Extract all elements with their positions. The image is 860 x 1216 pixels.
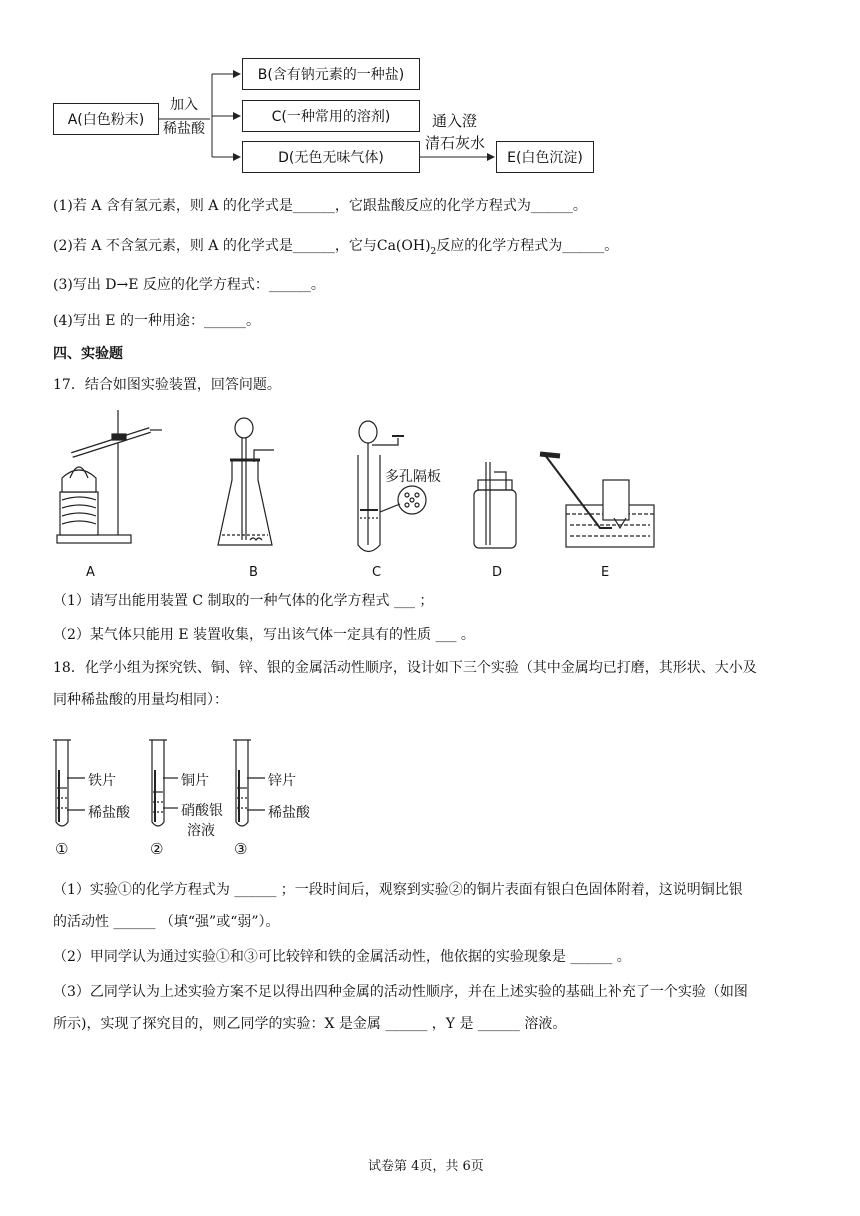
q17-stem: 17．结合如图实验装置，回答问题。: [53, 377, 281, 393]
test-tubes-figure: [0, 730, 860, 840]
apparatus-label-d: D: [492, 565, 503, 580]
tube3-solution-label: 稀盐酸: [268, 805, 310, 821]
box-d: D(无色无味气体): [242, 141, 420, 173]
q16-part2-text-b: 反应的化学方程式为______。: [436, 238, 619, 254]
q18-part2: （2）甲同学认为通过实验①和③可比较锌和铁的金属活动性，他依据的实验现象是 ______ 。: [53, 949, 631, 965]
apparatus-label-e: E: [601, 565, 610, 580]
q17-part2: （2）某气体只能用 E 装置收集，写出该气体一定具有的性质 ___ 。: [53, 627, 475, 643]
page-footer: 试卷第 4页，共 6页: [368, 1159, 484, 1174]
tube-3: [233, 740, 265, 826]
porous-plate-label: 多孔隔板: [385, 469, 441, 485]
q16-part2-subscript: 2: [430, 246, 437, 257]
q18-part1-line2: 的活动性 ______ （填“强”或“弱”）。: [53, 914, 280, 930]
q16-part1: (1)若 A 含有氢元素，则 A 的化学式是______，它跟盐酸反应的化学方程式为______。: [53, 198, 587, 214]
apparatus-d: [474, 462, 516, 548]
tube-1: [53, 740, 85, 826]
apparatus-label-c: C: [372, 565, 382, 580]
q18-part3-line2: 所示)，实现了探究目的，则乙同学的实验：X 是金属 ______ ，Y 是 ______ 溶液。: [53, 1016, 567, 1032]
section-heading: 四、实验题: [53, 346, 123, 362]
arrow1-label-bottom: 稀盐酸: [163, 121, 205, 137]
q16-part2-text-a: (2)若 A 不含氢元素，则 A 的化学式是______，它与: [53, 238, 377, 254]
apparatus-c: [358, 421, 426, 552]
apparatus-b: [218, 418, 274, 545]
tube-2: [149, 740, 178, 826]
q18-part3-line1: （3）乙同学认为上述实验方案不足以得出四种金属的活动性顺序，并在上述实验的基础上补充了一个实验（如图: [53, 984, 748, 1000]
tube2-solution-label-1: 硝酸银: [181, 803, 223, 819]
q16-part3: (3)写出 D→E 反应的化学方程式：______。: [53, 277, 325, 293]
apparatus-label-b: B: [249, 565, 258, 580]
box-b: B(含有钠元素的一种盐): [242, 58, 420, 90]
q16-part4: (4)写出 E 的一种用途：______。: [53, 313, 260, 329]
arrow2-label-bottom: 清石灰水: [425, 134, 486, 152]
arrow1-label-top: 加入: [170, 97, 198, 113]
tube2-number: ②: [150, 840, 164, 858]
tube3-metal-label: 锌片: [268, 773, 296, 789]
tube2-metal-label: 铜片: [181, 773, 209, 789]
tube2-solution-label-2: 溶液: [187, 823, 215, 839]
tube1-metal-label: 铁片: [88, 773, 116, 789]
q16-part2-formula: Ca(OH): [376, 238, 431, 254]
arrow2-label-top: 通入澄: [432, 112, 478, 130]
q18-stem-line1: 18．化学小组为探究铁、铜、锌、银的金属活动性顺序，设计如下三个实验（其中金属均已打磨，其形状、大小及: [53, 660, 757, 676]
tube3-number: ③: [234, 840, 248, 858]
q18-stem-line2: 同种稀盐酸的用量均相同）：: [53, 692, 228, 708]
apparatus-a: [57, 410, 162, 543]
box-e: E(白色沉淀): [496, 141, 594, 173]
apparatus-label-a: A: [86, 565, 95, 580]
apparatus-e: [540, 454, 654, 547]
q18-part1-line1: （1）实验①的化学方程式为 ______ ；一段时间后，观察到实验②的铜片表面有银白色固体附着，这说明铜比银: [53, 882, 743, 898]
tube1-number: ①: [55, 840, 69, 858]
q16-part2: [53, 236, 618, 262]
tube1-solution-label: 稀盐酸: [88, 805, 130, 821]
flowchart-arrows: [0, 0, 860, 200]
apparatus-figure: [0, 400, 860, 585]
q17-part1: （1）请写出能用装置 C 制取的一种气体的化学方程式 ___ ；: [53, 593, 434, 609]
box-a: A(白色粉末): [53, 103, 159, 135]
box-c: C(一种常用的溶剂): [242, 100, 420, 132]
